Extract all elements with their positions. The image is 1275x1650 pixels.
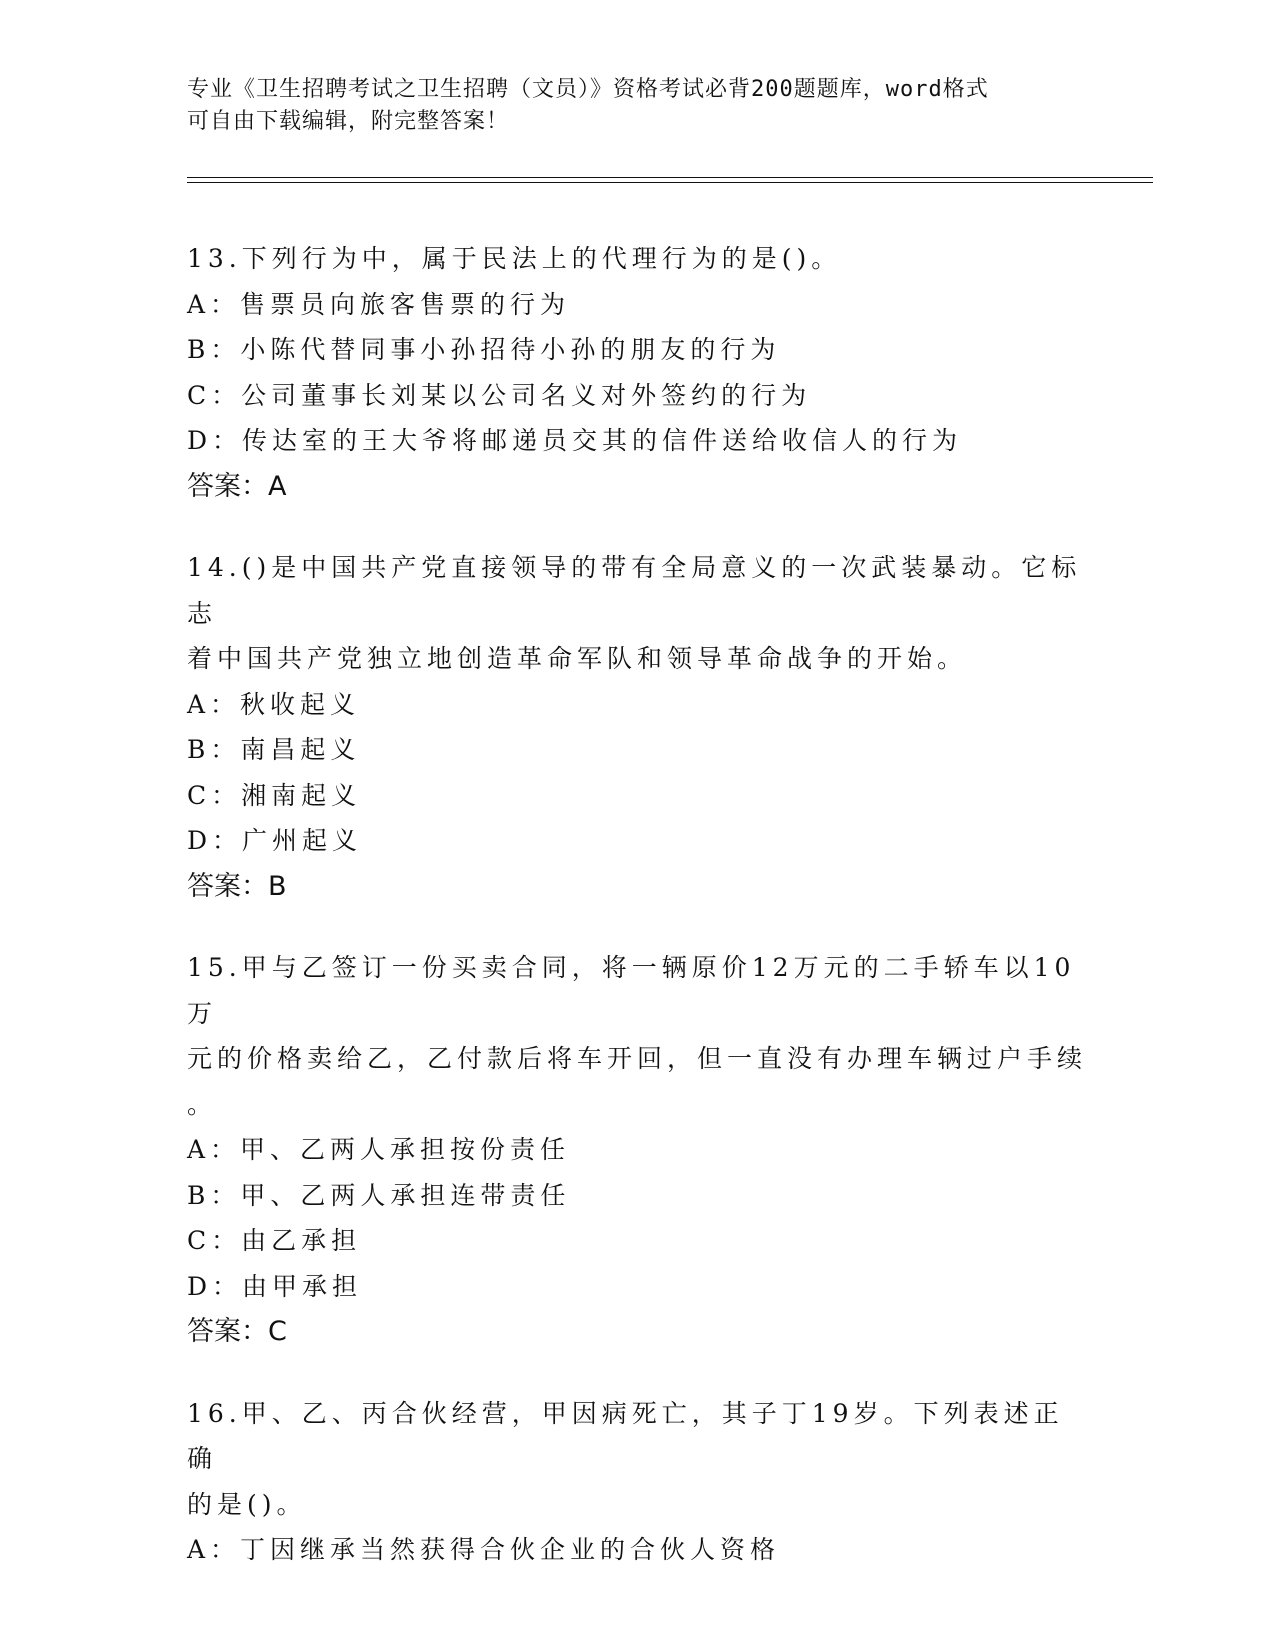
answer: 答案：B: [187, 870, 287, 902]
question-stem: 元的价格卖给乙，乙付款后将车开回，但一直没有办理车辆过户手续: [187, 1044, 1088, 1073]
option-a: A：售票员向旅客售票的行为: [187, 289, 571, 319]
option-d: D：传达室的王大爷将邮递员交其的信件送给收信人的行为: [187, 426, 963, 455]
question-14: [187, 545, 1087, 909]
question-16: [187, 1391, 1087, 1573]
question-stem: 着中国共产党独立地创造革命军队和领导革命战争的开始。: [187, 644, 968, 673]
document-header: [187, 74, 1067, 138]
option-b: B：甲、乙两人承担连带责任: [187, 1180, 571, 1210]
option-c: C：湘南起义: [187, 780, 362, 810]
header-divider: [187, 177, 1153, 183]
option-c: C：公司董事长刘某以公司名义对外签约的行为: [187, 380, 812, 410]
header-line: 可自由下载编辑，附完整答案！: [187, 109, 510, 134]
question-stem: 16.甲、乙、丙合伙经营，甲因病死亡，其子丁19岁。下列表述正确: [187, 1398, 1064, 1473]
question-stem: 13.下列行为中，属于民法上的代理行为的是()。: [187, 244, 842, 273]
option-a: A：甲、乙两人承担按份责任: [187, 1135, 571, 1164]
question-15: [187, 945, 1087, 1355]
option-d: D：广州起义: [187, 826, 363, 855]
option-a: A：丁因继承当然获得合伙企业的合伙人资格: [187, 1535, 781, 1564]
question-stem: 。: [187, 1089, 218, 1119]
option-c: C：由乙承担: [187, 1226, 362, 1255]
option-d: D：由甲承担: [187, 1271, 363, 1301]
question-13: [187, 236, 1087, 509]
answer: 答案：A: [187, 470, 287, 502]
option-a: A：秋收起义: [187, 689, 361, 719]
answer: 答案：C: [187, 1316, 287, 1347]
option-b: B：小陈代替同事小孙招待小孙的朋友的行为: [187, 335, 781, 364]
question-stem: 的是()。: [187, 1489, 307, 1519]
option-b: B：南昌起义: [187, 735, 361, 764]
question-stem: 14.()是中国共产党直接领导的带有全局意义的一次武装暴动。它标志: [187, 553, 1082, 628]
header-line: 专业《卫生招聘考试之卫生招聘（文员）》资格考试必背200题题库，word格式: [187, 77, 989, 102]
question-list: [187, 236, 1087, 1609]
question-stem: 15.甲与乙签订一份买卖合同，将一辆原价12万元的二手轿车以10万: [187, 953, 1076, 1028]
